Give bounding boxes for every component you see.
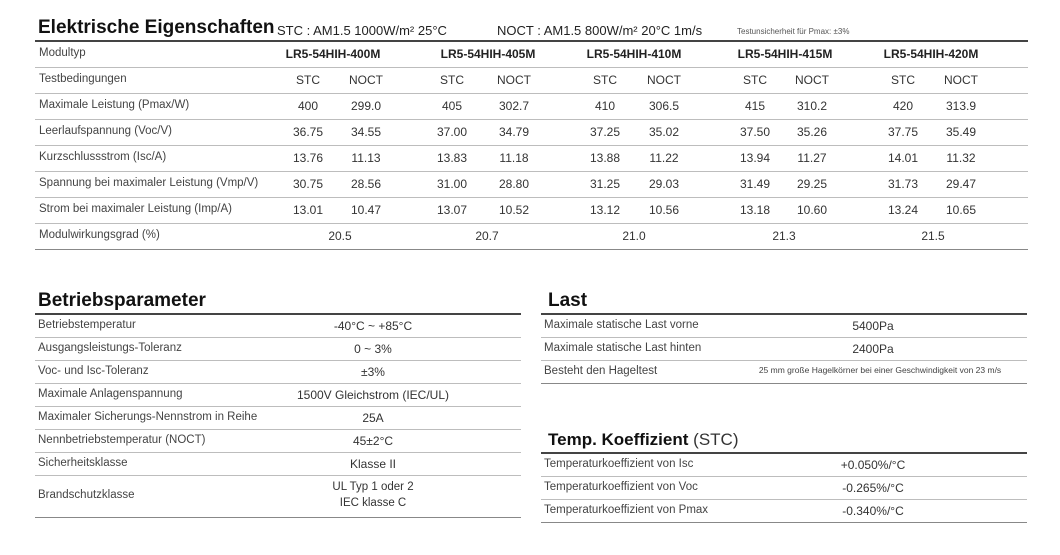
operating-value: UL Typ 1 oder 2 bbox=[332, 481, 414, 493]
operating-value: 1500V Gleichstrom (IEC/UL) bbox=[296, 387, 450, 402]
noct-value: 11.18 bbox=[499, 151, 529, 165]
row-label: Leerlaufspannung (Voc/V) bbox=[39, 125, 172, 137]
load-top-rule bbox=[541, 313, 1027, 315]
row-divider bbox=[35, 145, 1028, 146]
temp-value: +0.050%/°C bbox=[840, 457, 906, 472]
row-divider bbox=[35, 197, 1028, 198]
row-label: Maximale Leistung (Pmax/W) bbox=[39, 99, 190, 111]
stc-value: 420 bbox=[892, 99, 914, 113]
row-label: Strom bei maximaler Leistung (Imp/A) bbox=[39, 203, 233, 215]
stc-value: 31.49 bbox=[739, 177, 771, 191]
efficiency-value: 21.3 bbox=[772, 229, 796, 243]
row-divider bbox=[35, 223, 1028, 224]
noct-value: 11.22 bbox=[649, 151, 679, 165]
operating-label: Sicherheitsklasse bbox=[38, 456, 128, 469]
temp-title-suffix: (STC) bbox=[693, 430, 739, 449]
test-uncertainty-note: Testunsicherheit für Pmax: ±3% bbox=[737, 27, 850, 36]
row-divider bbox=[35, 475, 521, 476]
row-divider bbox=[35, 337, 521, 338]
stc-value: 37.50 bbox=[739, 125, 771, 139]
stc-value: 37.75 bbox=[887, 125, 919, 139]
model-name: LR5-54HIH-415M bbox=[737, 47, 833, 61]
noct-value: 310.2 bbox=[796, 99, 828, 113]
efficiency-value: 21.0 bbox=[622, 229, 646, 243]
row-divider bbox=[541, 476, 1027, 477]
noct-header: NOCT bbox=[795, 73, 829, 87]
noct-value: 11.27 bbox=[797, 151, 827, 165]
operating-value: 25A bbox=[362, 410, 384, 425]
temp-title: Temp. Koeffizient bbox=[548, 430, 689, 449]
model-name: LR5-54HIH-410M bbox=[586, 47, 682, 61]
operating-label: Nennbetriebstemperatur (NOCT) bbox=[38, 433, 206, 446]
noct-value: 10.65 bbox=[945, 203, 977, 217]
row-divider bbox=[35, 452, 521, 453]
stc-value: 30.75 bbox=[292, 177, 324, 191]
row-divider bbox=[35, 406, 521, 407]
operating-label: Maximaler Sicherungs-Nennstrom in Reihe bbox=[38, 410, 258, 423]
stc-value: 405 bbox=[441, 99, 463, 113]
noct-value: 34.79 bbox=[498, 125, 530, 139]
row-divider bbox=[541, 383, 1027, 384]
operating-value: ±3% bbox=[361, 364, 385, 379]
operating-label: Brandschutzklasse bbox=[38, 489, 135, 501]
noct-value: 306.5 bbox=[648, 99, 680, 113]
operating-top-rule bbox=[35, 313, 521, 315]
stc-value: 14.01 bbox=[887, 151, 919, 165]
stc-value: 13.83 bbox=[436, 151, 468, 165]
operating-value: 0 ~ 3% bbox=[354, 341, 392, 356]
noct-value: 11.13 bbox=[351, 151, 381, 165]
load-label: Maximale statische Last hinten bbox=[544, 341, 702, 354]
operating-value: IEC klasse C bbox=[339, 497, 407, 509]
row-divider bbox=[35, 360, 521, 361]
electrical-title: Elektrische Eigenschaften bbox=[38, 17, 275, 38]
efficiency-value: 20.5 bbox=[328, 229, 352, 243]
noct-header: NOCT bbox=[944, 73, 978, 87]
stc-value: 31.73 bbox=[887, 177, 919, 191]
temp-value: -0.340%/°C bbox=[842, 503, 904, 518]
model-name: LR5-54HIH-400M bbox=[285, 47, 381, 61]
stc-header: STC bbox=[891, 73, 915, 87]
load-label: Maximale statische Last vorne bbox=[544, 318, 699, 331]
operating-value: 45±2°C bbox=[352, 433, 394, 448]
noct-value: 10.52 bbox=[498, 203, 530, 217]
stc-header: STC bbox=[743, 73, 767, 87]
stc-conditions: STC : AM1.5 1000W/m² 25°C bbox=[277, 23, 447, 38]
row-divider bbox=[541, 522, 1027, 523]
model-name: LR5-54HIH-405M bbox=[440, 47, 536, 61]
efficiency-label: Modulwirkungsgrad (%) bbox=[39, 229, 160, 241]
efficiency-value: 21.5 bbox=[921, 229, 945, 243]
operating-label: Voc- und Isc-Toleranz bbox=[38, 364, 149, 377]
row-label: Kurzschlussstrom (Isc/A) bbox=[39, 151, 167, 163]
stc-value: 400 bbox=[297, 99, 319, 113]
noct-value: 11.32 bbox=[946, 151, 976, 165]
temp-title-group bbox=[548, 430, 738, 450]
stc-value: 13.94 bbox=[739, 151, 771, 165]
noct-value: 35.02 bbox=[648, 125, 680, 139]
row-divider bbox=[35, 119, 1028, 120]
noct-value: 313.9 bbox=[945, 99, 977, 113]
operating-title: Betriebsparameter bbox=[38, 290, 206, 311]
noct-value: 35.26 bbox=[796, 125, 828, 139]
stc-value: 37.00 bbox=[436, 125, 468, 139]
noct-header: NOCT bbox=[349, 73, 383, 87]
temp-value: -0.265%/°C bbox=[842, 480, 904, 495]
row-divider bbox=[35, 67, 1028, 68]
noct-conditions: NOCT : AM1.5 800W/m² 20°C 1m/s bbox=[497, 23, 703, 38]
load-title: Last bbox=[548, 290, 588, 311]
temp-label: Temperaturkoeffizient von Voc bbox=[544, 480, 698, 493]
operating-label: Maximale Anlagenspannung bbox=[38, 387, 183, 400]
load-value: 25 mm große Hagelkörner bei einer Geschwindigkeit von 23 m/s bbox=[758, 364, 1002, 375]
row-divider bbox=[35, 429, 521, 430]
stc-value: 13.18 bbox=[739, 203, 771, 217]
electrical-bottom-rule bbox=[35, 249, 1028, 250]
stc-value: 415 bbox=[744, 99, 766, 113]
testcond-label: Testbedingungen bbox=[39, 73, 127, 85]
stc-value: 13.76 bbox=[292, 151, 324, 165]
row-divider bbox=[35, 171, 1028, 172]
row-divider bbox=[35, 517, 521, 518]
temp-label: Temperaturkoeffizient von Isc bbox=[544, 457, 694, 470]
noct-header: NOCT bbox=[497, 73, 531, 87]
stc-value: 31.00 bbox=[436, 177, 468, 191]
noct-value: 299.0 bbox=[350, 99, 382, 113]
row-divider bbox=[541, 360, 1027, 361]
temp-top-rule bbox=[541, 452, 1027, 454]
modeltype-label: Modultyp bbox=[39, 47, 86, 59]
noct-value: 10.60 bbox=[796, 203, 828, 217]
operating-label: Betriebstemperatur bbox=[38, 318, 136, 331]
electrical-top-rule bbox=[35, 40, 1028, 42]
operating-value: -40°C ~ +85°C bbox=[333, 318, 413, 333]
stc-value: 13.24 bbox=[887, 203, 919, 217]
stc-value: 13.12 bbox=[589, 203, 621, 217]
noct-value: 302.7 bbox=[498, 99, 530, 113]
stc-value: 13.88 bbox=[589, 151, 621, 165]
load-value: 2400Pa bbox=[852, 341, 894, 356]
stc-value: 31.25 bbox=[589, 177, 621, 191]
stc-header: STC bbox=[296, 73, 320, 87]
noct-value: 10.47 bbox=[350, 203, 382, 217]
stc-header: STC bbox=[440, 73, 464, 87]
row-divider bbox=[35, 93, 1028, 94]
noct-value: 35.49 bbox=[945, 125, 977, 139]
noct-value: 28.56 bbox=[350, 177, 382, 191]
load-label: Besteht den Hageltest bbox=[544, 364, 658, 377]
row-label: Spannung bei maximaler Leistung (Vmp/V) bbox=[39, 177, 259, 189]
operating-value: Klasse II bbox=[349, 456, 397, 471]
row-divider bbox=[35, 383, 521, 384]
noct-value: 10.56 bbox=[648, 203, 680, 217]
load-value: 5400Pa bbox=[852, 318, 894, 333]
model-name: LR5-54HIH-420M bbox=[883, 47, 979, 61]
row-divider bbox=[541, 337, 1027, 338]
stc-header: STC bbox=[593, 73, 617, 87]
row-divider bbox=[541, 499, 1027, 500]
stc-value: 36.75 bbox=[292, 125, 324, 139]
stc-value: 410 bbox=[594, 99, 616, 113]
noct-header: NOCT bbox=[647, 73, 681, 87]
stc-value: 37.25 bbox=[589, 125, 621, 139]
noct-value: 29.47 bbox=[945, 177, 977, 191]
noct-value: 28.80 bbox=[498, 177, 530, 191]
noct-value: 29.03 bbox=[648, 177, 680, 191]
stc-value: 13.07 bbox=[436, 203, 468, 217]
noct-value: 34.55 bbox=[350, 125, 382, 139]
operating-label: Ausgangsleistungs-Toleranz bbox=[38, 341, 182, 354]
stc-value: 13.01 bbox=[292, 203, 324, 217]
efficiency-value: 20.7 bbox=[475, 229, 499, 243]
noct-value: 29.25 bbox=[796, 177, 828, 191]
temp-label: Temperaturkoeffizient von Pmax bbox=[544, 503, 709, 516]
